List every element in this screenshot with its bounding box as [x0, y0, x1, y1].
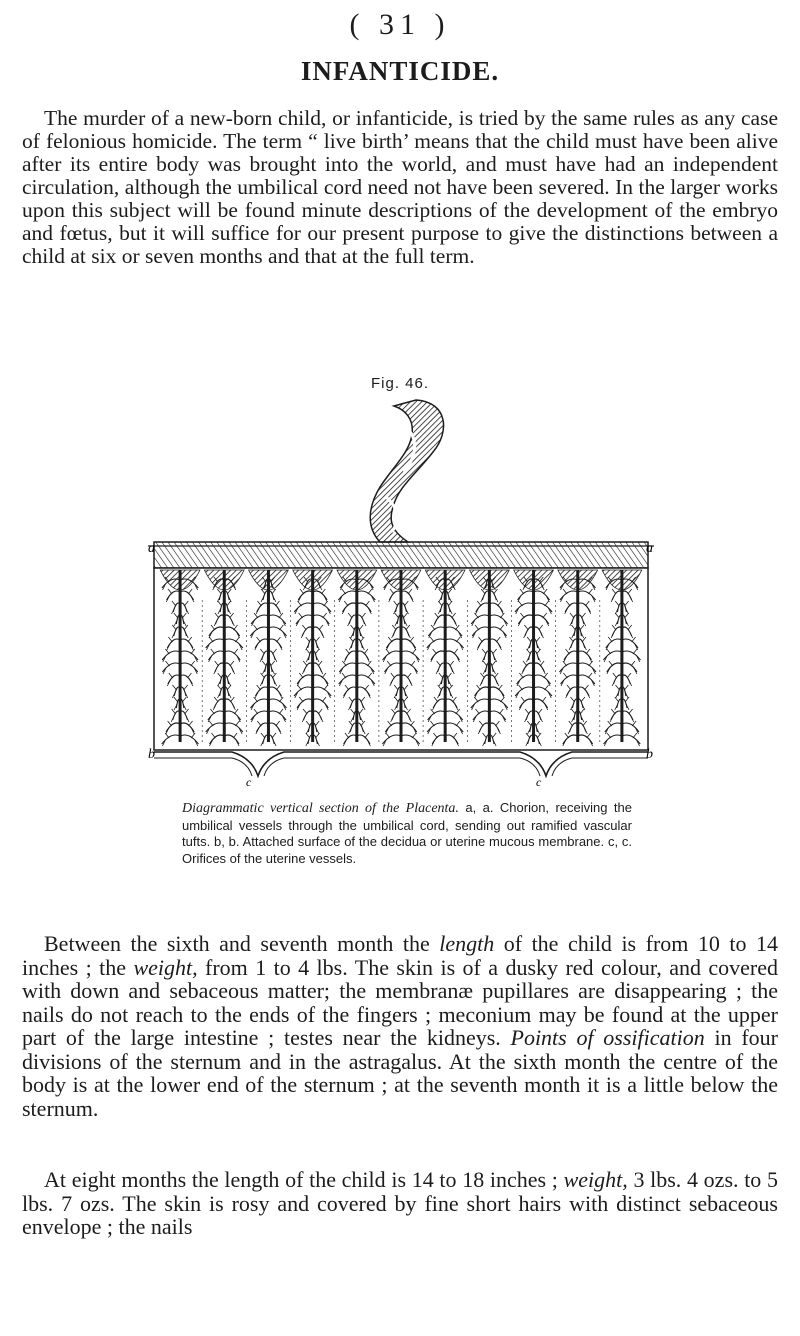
letter-b-right: b: [646, 747, 653, 762]
placenta-illustration: [148, 392, 654, 787]
umbilical-cord: [370, 400, 443, 542]
paragraph-intro: The murder of a new-born child, or infanticide, is tried by the same rules as any case of felonious homicide. The term “ live birth’ means that the child must have been alive after its entire body was brought into the world, and must have had an independent circulation, although the umbilical cord need not have been severed. In the larger works upon this subject will be found minute descriptions of the development of the embryo and fœtus, but it will suffice for our present purpose to give the distinctions between a child at six or seven months and that at the full term.: [22, 106, 778, 268]
p2-text-d: in four divisions of the sternum and in the astragalus. At the sixth month the centre of the body is at the lower end of the sternum ; at the seventh month it is a little below the sternum.: [22, 1025, 778, 1121]
letter-a-right: a: [646, 541, 653, 556]
p2-text-c: from 1 to 4 lbs. The skin is of a dusky red colour, and covered with down and sebaceous matter; the membranæ pupillares are disappearing ; the nails do not reach to the ends of the fingers ; meconium may be found at the upper part of the large intestine ; testes near the kidneys.: [22, 954, 778, 1050]
figure-label: Fig. 46.: [370, 375, 430, 392]
caption-title: Diagrammatic vertical section of the Placenta.: [182, 801, 459, 816]
p2-points-of-ossification: Points of ossification: [510, 1025, 705, 1050]
letter-a-left: a: [148, 541, 155, 556]
figure-caption: [182, 800, 632, 867]
letter-c-right: c: [536, 775, 542, 787]
p3-text-b: 3 lbs. 4 ozs. to 5 lbs. 7 ozs. The skin is rosy and covered by fine short hairs with distinct sebaceous envelope ; the nails: [22, 1167, 778, 1239]
placenta-figure: [148, 392, 654, 787]
p2-text-a: Between the sixth and seventh month the: [44, 931, 440, 956]
p2-length: length: [439, 931, 495, 956]
decidua-surface: [154, 752, 648, 776]
letter-b-left: b: [148, 747, 155, 762]
p3-text-a: At eight months the length of the child is 14 to 18 inches ;: [44, 1167, 564, 1192]
chapter-title: INFANTICIDE.: [300, 56, 500, 86]
vascular-tufts: [154, 568, 648, 750]
paragraph-eight-months: [22, 1168, 778, 1239]
paragraph-six-seven-months: [22, 932, 778, 1120]
caption-body: a, a. Chorion, receiving the umbilical vessels through the umbilical cord, sending out ramified vascular tufts. b, b. Attached surface of the decidua or uterine mucous membrane. c, c. Orifices of the uterine vessels.: [182, 800, 632, 866]
p2-text-b: of the child is from 10 to 14 inches ; the: [22, 931, 779, 980]
letter-c-left: c: [246, 775, 252, 787]
p2-weight: weight,: [133, 954, 198, 980]
page-number: ( 31 ): [349, 8, 451, 41]
p3-weight: weight,: [563, 1167, 628, 1192]
